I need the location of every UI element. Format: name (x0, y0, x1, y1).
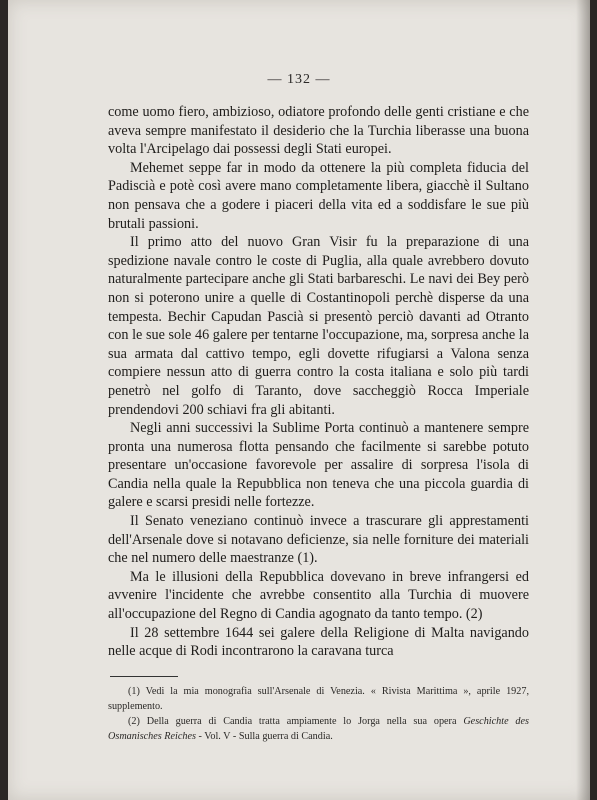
footnote-1: (1) Vedi la mia monografia sull'Arsenale di Venezia. « Rivista Marittima », aprile 1927, supplemento. (108, 686, 529, 712)
footnote-2-work-title: Geschichte des Osmanisches Reiches (108, 716, 530, 742)
paragraph-5: Il Senato veneziano continuò invece a trascurare gli apprestamenti dell'Arsenale dove si notavano deficienze, sia nelle forniture dei materiali che nel numero delle maestranze (1). (108, 513, 529, 567)
footnote-separator (110, 676, 178, 677)
paragraph-2: Mehemet seppe far in modo da ottenere la più completa fiducia del Padiscià e potè così avere mano completamente libera, giacchè il Sultano non pensava che a godere i piaceri della vita ed a soddisfare le sue più brutali passioni. (108, 159, 529, 232)
paragraph-6: Ma le illusioni della Repubblica dovevano in breve infrangersi ed avvenire l'incidente che avrebbe consentito alla Turchia di muovere all'occupazione del Regno di Candia agognato da tanto tempo. (2) (108, 568, 529, 623)
footnote-2-suffix: - Vol. V - Sulla guerra di Candia. (196, 731, 333, 742)
footnote-2-text: (2) Della guerra di Candia tratta ampiamente lo Jorga nella sua opera (128, 716, 457, 727)
footnote-2 (108, 714, 529, 744)
paragraph-1: come uomo fiero, ambizioso, odiatore profondo delle genti cristiane e che aveva sempre manifestato il desiderio che la Turchia liberasse una buona volta l'Arcipelago dai possessi degli Stati europei. (108, 104, 529, 158)
book-page (8, 0, 590, 800)
page-number: — 132 — (267, 72, 331, 87)
paragraph-7: Il 28 settembre 1644 sei galere della Religione di Malta navigando nelle acque di Rodi incontrarono la caravana turca (108, 624, 529, 660)
body-text (108, 103, 529, 661)
footnotes (108, 684, 529, 744)
paragraph-4: Negli anni successivi la Sublime Porta continuò a mantenere sempre pronta una numerosa flotta pensando che facilmente si sarebbe potuto presentare un'occasione favorevole per assalire di sorpresa l'isola di Candia nella quale la Repubblica non teneva che una piccola guardia di galere e scarsi presidi nelle fortezze. (108, 420, 529, 511)
paragraph-3: Il primo atto del nuovo Gran Visir fu la preparazione di una spedizione navale contro le coste di Puglia, alla quale avrebbero dovuto naturalmente partecipare anche gli Stati barbareschi. Le navi dei Bey però non si poterono unire a quelle di Costantinopoli perchè disperse da una tempesta. Bechir Capudan Pascià si presentò perciò davanti ad Otranto con le sue sole 46 galere per tentarne l'occupazione, ma, sorpresa anche la sua armata dal cattivo tempo, egli dovette rifugiarsi a Valona senza compiere nessun atto di guerra contro la costa italiana e solo più tardi penetrò nel golfo di Taranto, dove saccheggiò Rocca Imperiale prendendovi 200 schiavi fra gli abitanti. (108, 234, 529, 418)
page-edge-shadow (576, 0, 590, 800)
